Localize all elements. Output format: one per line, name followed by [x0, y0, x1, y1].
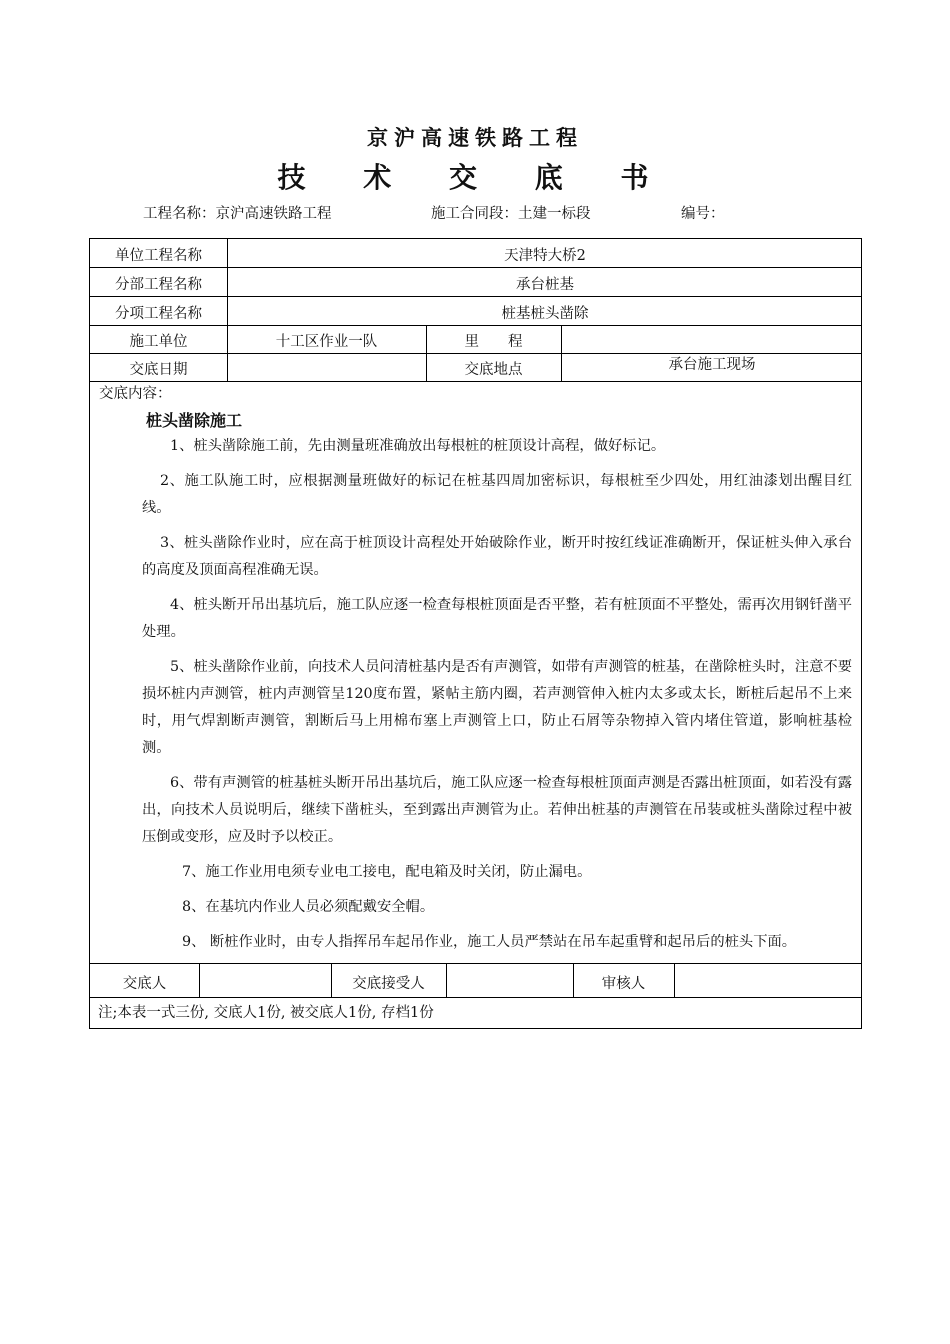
construction-unit-label: 施工单位	[129, 334, 188, 350]
disclosure-form	[89, 238, 862, 1029]
content-paragraph: 9、 断桩作业时，由专人指挥吊车起吊作业，施工人员严禁站在吊车起重臂和起吊后的桩头下面。	[182, 934, 797, 950]
unit-project-value: 天津特大桥2	[504, 248, 586, 264]
subdivision-label: 分项工程名称	[115, 306, 202, 322]
column-divider	[199, 963, 200, 997]
row-divider	[90, 997, 861, 998]
reviewer-label: 审核人	[601, 976, 646, 992]
project-name: 工程名称：京沪高速铁路工程	[143, 206, 332, 222]
content-paragraph: 5、桩头凿除作业前，向技术人员问清桩基内是否有声测管，如带有声测管的桩基，在凿除桩头时，注意不要损坏桩内声测管，桩内声测管呈120度布置，紧帖主筋内圈，若声测管伸入桩内太多或太长，断桩后起吊不上来时，用气焊割断声测管，割断后马上用棉布塞上声测管上口，防止石屑等杂物掉入管内堵住管道，影响桩基检测。	[142, 659, 852, 756]
content-paragraph: 1、桩头凿除施工前，先由测量班准确放出每根桩的桩顶设计高程，做好标记。	[170, 438, 666, 454]
section-title: 桩头凿除施工	[146, 411, 243, 430]
document-number-label: 编号：	[681, 206, 725, 222]
row-divider	[90, 325, 861, 326]
content-paragraph: 6、带有声测管的桩基桩头断开吊出基坑后，施工队应逐一检查每根桩顶面声测是否露出桩顶面，如若没有露出，向技术人员说明后，继续下凿桩头，至到露出声测管为止。若伸出桩基的声测管在吊装或桩头凿除过程中被压倒或变形，应及时予以校正。	[142, 775, 852, 845]
row-divider	[90, 267, 861, 268]
column-divider	[674, 963, 675, 997]
row-divider	[90, 296, 861, 297]
content-paragraph: 2、施工队施工时，应根据测量班做好的标记在桩基四周加密标识，每根桩至少四处，用红油漆划出醒目红线。	[142, 473, 852, 516]
division-label: 分部工程名称	[115, 277, 202, 293]
contract-section: 施工合同段：土建一标段	[431, 206, 591, 222]
unit-project-label: 单位工程名称	[115, 248, 202, 264]
subdivision-value: 桩基桩头凿除	[501, 306, 589, 322]
receiver-label: 交底接受人	[352, 976, 425, 992]
content-paragraph: 7、施工作业用电须专业电工接电，配电箱及时关闭，防止漏电。	[182, 864, 592, 880]
column-divider	[446, 963, 447, 997]
mileage-label: 里 程	[464, 334, 523, 350]
construction-unit-value: 十工区作业一队	[275, 334, 378, 350]
content-paragraph: 3、桩头凿除作业时，应在高于桩顶设计高程处开始破除作业，断开时按红线证准确断开，保证桩头伸入承台的高度及顶面高程准确无误。	[142, 535, 852, 578]
date-label: 交底日期	[129, 362, 188, 378]
content-paragraph: 8、在基坑内作业人员必须配戴安全帽。	[182, 899, 435, 915]
row-divider	[90, 381, 861, 382]
location-value: 承台施工现场	[668, 357, 756, 373]
discloser-label: 交底人	[122, 976, 167, 992]
content-paragraph: 4、桩头断开吊出基坑后，施工队应逐一检查每根桩顶面是否平整，若有桩顶面不平整处，需再次用钢钎凿平处理。	[142, 597, 852, 640]
project-title: 京沪高速铁路工程	[367, 125, 583, 150]
document-title: 技 术 交 底 书	[277, 161, 673, 194]
division-value: 承台桩基	[516, 277, 574, 293]
footnote: 注;本表一式三份, 交底人1份, 被交底人1份, 存档1份	[98, 1005, 434, 1021]
location-label: 交底地点	[464, 362, 523, 378]
content-label: 交底内容：	[99, 386, 172, 402]
content-body	[142, 433, 852, 964]
